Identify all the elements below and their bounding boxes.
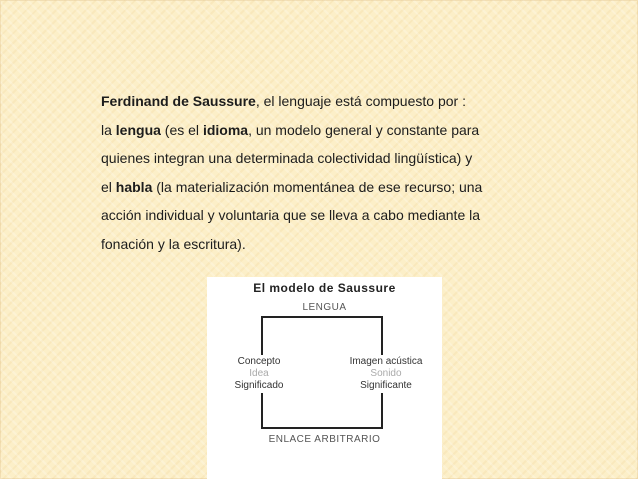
text-span: quienes integran una determinada colectividad lingüística) y	[101, 150, 473, 167]
left-significado: Significado	[234, 380, 284, 391]
text-span: el	[101, 178, 116, 195]
right-sonido: Sonido	[370, 368, 402, 379]
bold-term: Ferdinand de Saussure	[101, 93, 256, 109]
right-node	[337, 355, 435, 393]
text-span: , un modelo general y constante para	[248, 121, 480, 138]
bold-term: lengua	[115, 121, 161, 138]
bold-term: idioma	[202, 121, 249, 138]
text-line-1	[101, 87, 571, 116]
left-node	[225, 355, 293, 393]
text-line-6	[101, 230, 571, 259]
text-span: (la materialización momentánea de ese recurso; una	[152, 178, 483, 195]
text-line-2	[101, 116, 571, 145]
text-line-5	[101, 201, 571, 230]
text-span: (es el	[160, 121, 203, 138]
text-span: fonación y la escritura).	[101, 235, 246, 252]
right-imagen-acustica: Imagen acústica	[349, 356, 423, 367]
text-line-3	[101, 144, 571, 173]
label-enlace-arbitrario: ENLACE ARBITRARIO	[268, 434, 381, 445]
text-span: acción individual y voluntaria que se lleva a cabo mediante la	[101, 207, 481, 224]
right-significante: Significante	[360, 380, 412, 391]
diagram-title: El modelo de Saussure	[253, 281, 396, 295]
slide-text	[101, 87, 571, 259]
left-idea: Idea	[249, 368, 269, 379]
text-line-4	[101, 173, 571, 202]
text-span: la	[101, 121, 116, 138]
saussure-diagram	[207, 277, 442, 479]
left-concepto: Concepto	[237, 356, 281, 367]
text-span: , el lenguaje está compuesto por :	[255, 93, 466, 109]
label-lengua: LENGUA	[302, 302, 347, 313]
bold-term: habla	[115, 178, 153, 195]
